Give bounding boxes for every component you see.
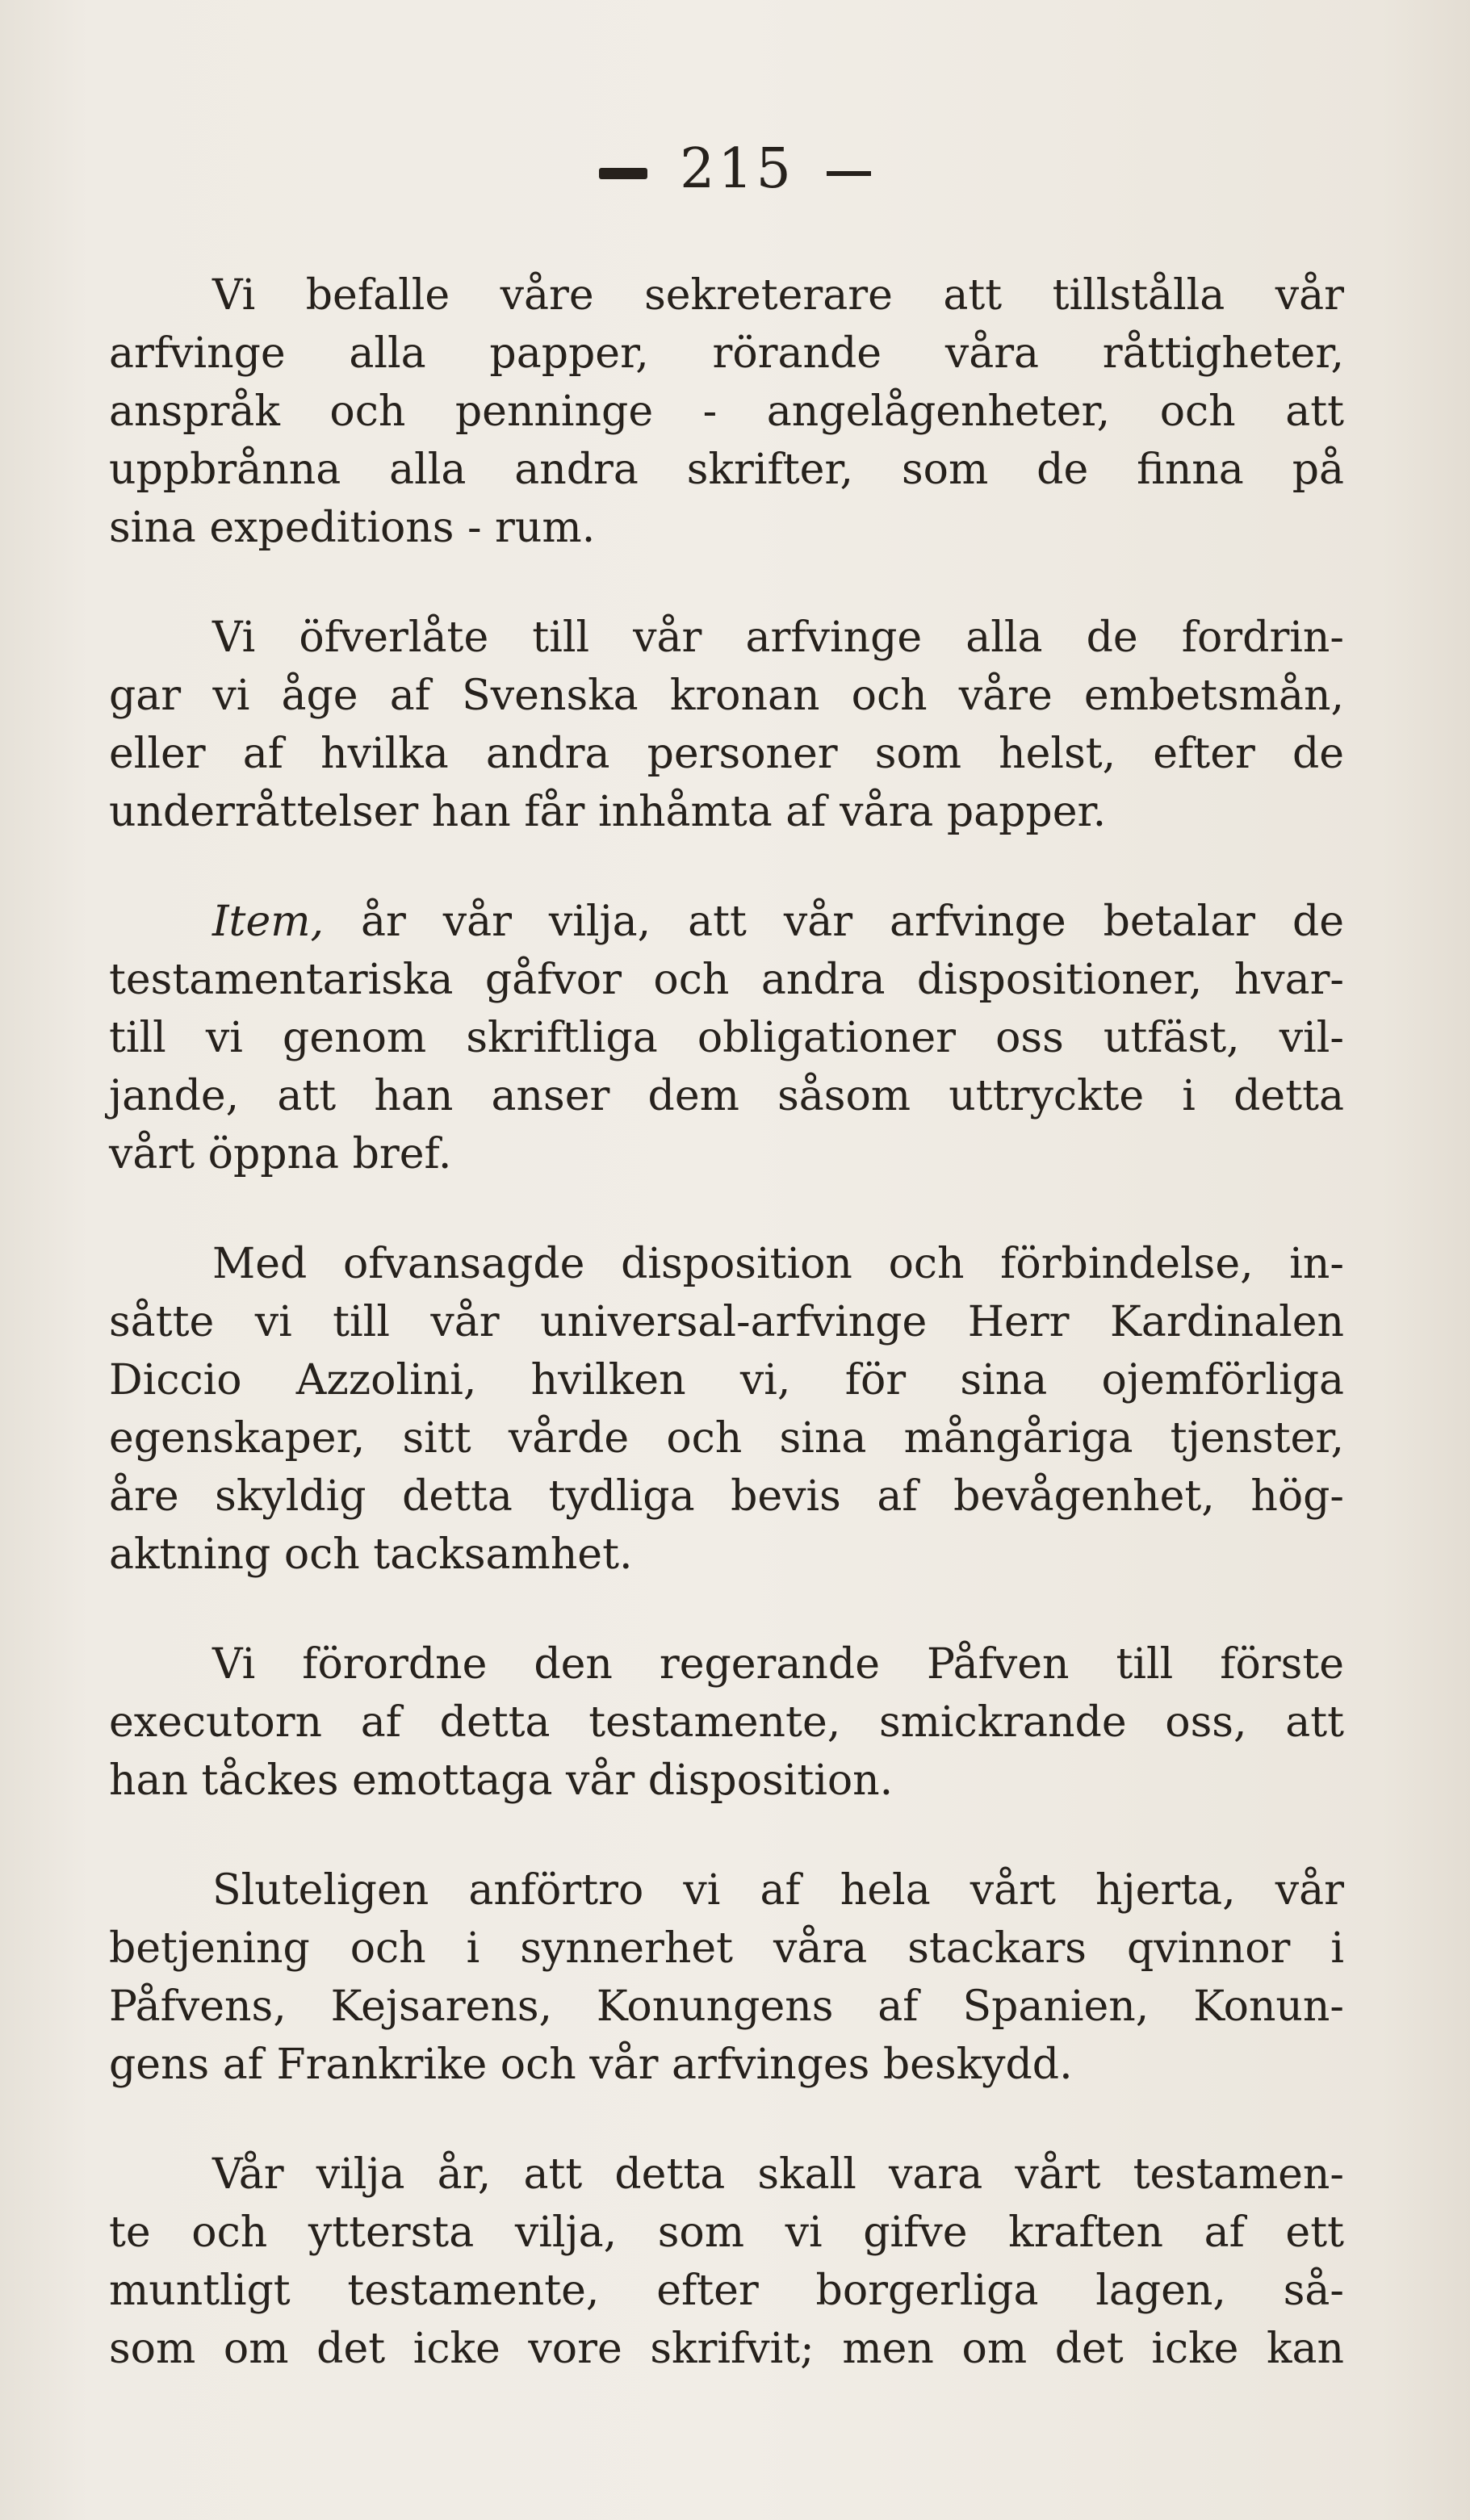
- paragraph-4: [109, 1235, 1344, 1584]
- text-line: anspråk och penninge - angelågenheter, och att: [109, 387, 1344, 436]
- text-line: Med ofvansagde disposition och förbindelse, in-: [212, 1240, 1344, 1288]
- text-line: Påfvens, Kejsarens, Konungens af Spanien, Konun-: [109, 1982, 1344, 2031]
- text-line: Vi öfverlåte till vår arfvinge alla de fordrin-: [212, 613, 1344, 662]
- text-line: underråttelser han får inhåmta af våra papper.: [109, 788, 1107, 836]
- text-line: testamentariska gåfvor och andra dispositioner, hvar-: [109, 956, 1344, 1004]
- text-line: uppbrånna alla andra skrifter, som de finna på: [109, 446, 1344, 494]
- paragraph-1: [109, 266, 1344, 557]
- paragraph-5: [109, 1635, 1344, 1810]
- header-ornament-left: [599, 168, 647, 179]
- italic-lead-word: Item,: [212, 898, 325, 946]
- text-line: Vi förordne den regerande Påfven till förste: [212, 1640, 1344, 1689]
- text-line: till vi genom skriftliga obligationer oss utfäst, vil-: [109, 1014, 1344, 1062]
- text-line: Vi befalle våre sekreterare att tillstålla vår: [212, 271, 1344, 320]
- text-line: executorn af detta testamente, smickrande oss, att: [109, 1698, 1344, 1747]
- text-line: åre skyldig detta tydliga bevis af bevågenhet, hög-: [109, 1472, 1344, 1521]
- header-ornament-right: [827, 171, 871, 176]
- text-line: aktning och tacksamhet.: [109, 1530, 633, 1579]
- text-line: vårt öppna bref.: [109, 1130, 452, 1178]
- paragraph-3: [109, 893, 1344, 1183]
- text-line: muntligt testamente, efter borgerliga lagen, så-: [109, 2267, 1344, 2315]
- text-line: [109, 893, 1344, 951]
- text-line: gens af Frankrike och vår arfvinges beskydd.: [109, 2041, 1073, 2089]
- text-line-rest: år vår vilja, att vår arfvinge betalar de: [324, 898, 1344, 946]
- paragraph-6: [109, 1861, 1344, 2094]
- paragraph-7: [109, 2145, 1344, 2378]
- page-header: [0, 137, 1470, 201]
- page-number: 215: [680, 137, 794, 201]
- paragraph-2: [109, 609, 1344, 841]
- text-line: Diccio Azzolini, hvilken vi, för sina ojemförliga: [109, 1356, 1344, 1404]
- text-line: jande, att han anser dem såsom uttryckte i detta: [109, 1072, 1344, 1120]
- text-line: te och yttersta vilja, som vi gifve kraften af ett: [109, 2208, 1344, 2257]
- text-line: Sluteligen anförtro vi af hela vårt hjerta, vår: [212, 1866, 1344, 1915]
- text-line: gar vi åge af Svenska kronan och våre embetsmån,: [109, 672, 1344, 720]
- text-line: såtte vi till vår universal-arfvinge Herr Kardinalen: [109, 1298, 1344, 1346]
- text-line: arfvinge alla papper, rörande våra råttigheter,: [109, 329, 1344, 378]
- text-line: sina expeditions - rum.: [109, 504, 596, 552]
- text-line: Vår vilja år, att detta skall vara vårt testamen-: [212, 2150, 1344, 2199]
- page-body: [109, 266, 1344, 2430]
- text-line: egenskaper, sitt vårde och sina mångåriga tjenster,: [109, 1414, 1344, 1463]
- text-line: betjening och i synnerhet våra stackars qvinnor i: [109, 1924, 1344, 1973]
- text-line: han tåckes emottaga vår disposition.: [109, 1756, 894, 1805]
- text-line: eller af hvilka andra personer som helst, efter de: [109, 730, 1344, 778]
- text-line: som om det icke vore skrifvit; men om det icke kan: [109, 2325, 1344, 2373]
